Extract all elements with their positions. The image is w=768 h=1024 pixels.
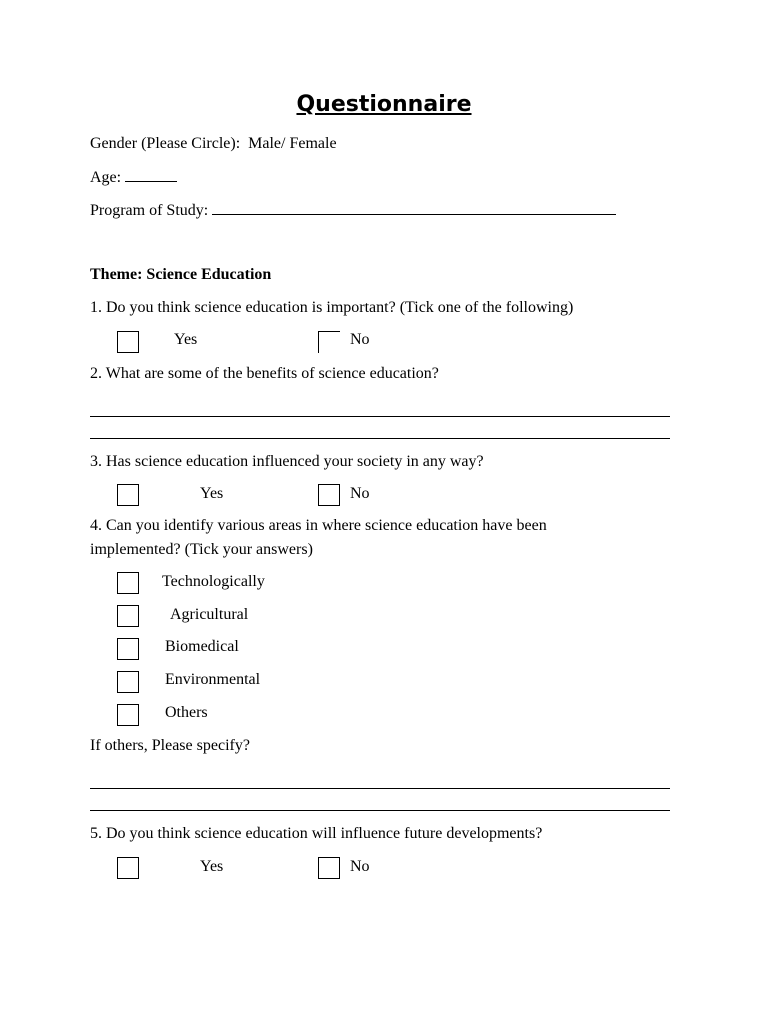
program-label: Program of Study: [90, 202, 209, 219]
q1-no-checkbox[interactable] [318, 331, 340, 353]
q5-no-checkbox[interactable] [318, 857, 340, 879]
theme-heading: Theme: Science Education [90, 266, 272, 283]
gender-options[interactable]: Male/ Female [248, 135, 337, 152]
q5-no-label: No [350, 858, 370, 875]
q3-yes-checkbox[interactable] [117, 484, 139, 506]
age-label: Age: [90, 169, 122, 186]
q4-others-label: Others [165, 704, 208, 721]
q4-technologically-label: Technologically [162, 573, 265, 590]
q4-specify-line-1[interactable] [90, 788, 670, 789]
q4-specify-prompt: If others, Please specify? [90, 737, 250, 754]
q4-technologically-checkbox[interactable] [117, 572, 139, 594]
question-2: 2. What are some of the benefits of science education? [90, 365, 439, 382]
q4-biomedical-checkbox[interactable] [117, 638, 139, 660]
q4-agricultural-checkbox[interactable] [117, 605, 139, 627]
q4-environmental-label: Environmental [165, 671, 261, 688]
q1-yes-label: Yes [174, 331, 198, 348]
q1-no-label: No [350, 331, 370, 348]
question-3: 3. Has science education influenced your society in any way? [90, 453, 484, 470]
q4-environmental-checkbox[interactable] [117, 671, 139, 693]
q5-yes-checkbox[interactable] [117, 857, 139, 879]
question-4-line-2: implemented? (Tick your answers) [90, 541, 313, 558]
question-1: 1. Do you think science education is important? (Tick one of the following) [90, 299, 574, 316]
q1-yes-checkbox[interactable] [117, 331, 139, 353]
q4-others-checkbox[interactable] [117, 704, 139, 726]
q4-biomedical-label: Biomedical [165, 638, 239, 655]
question-4-line-1: 4. Can you identify various areas in where science education have been [90, 517, 547, 534]
q3-no-checkbox[interactable] [318, 484, 340, 506]
program-row [90, 203, 616, 219]
age-input-line[interactable] [125, 181, 177, 182]
q4-agricultural-label: Agricultural [170, 606, 249, 623]
q3-yes-label: Yes [200, 485, 224, 502]
q4-specify-line-2[interactable] [90, 810, 670, 811]
program-input-line[interactable] [212, 214, 616, 215]
gender-row [90, 136, 337, 152]
age-row [90, 170, 177, 186]
q3-no-label: No [350, 485, 370, 502]
question-5: 5. Do you think science education will influence future developments? [90, 825, 543, 842]
page-title: Questionnaire [296, 92, 472, 117]
q2-answer-line-1[interactable] [90, 416, 670, 417]
gender-label: Gender (Please Circle): [90, 135, 241, 152]
q5-yes-label: Yes [200, 858, 224, 875]
q2-answer-line-2[interactable] [90, 438, 670, 439]
